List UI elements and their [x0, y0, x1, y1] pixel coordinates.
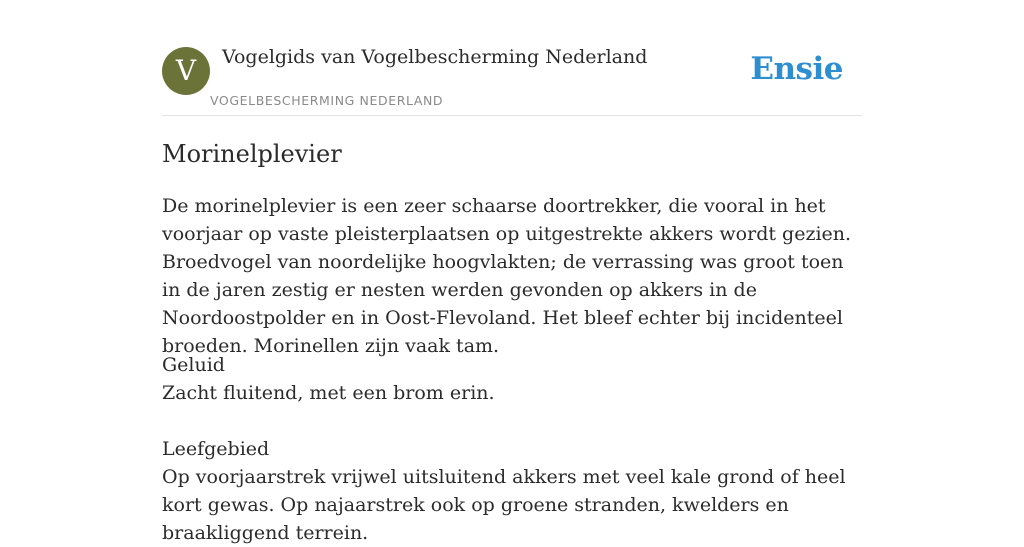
article-intro: De morinelplevier is een zeer schaarse doortrekker, die vooral in het voorjaar op vaste pleisterplaatsen op uitgestrekte akkers wordt gezien. Broedvogel van noordelijke hoogvlakten; de verrassing was groot toen in de jaren zestig er nesten werden gevonden op akkers in de Noordoostpolder en in Oost-Flevoland. Het bleef echter bij incidenteel broeden. Morinellen zijn vaak tam.	[162, 195, 852, 357]
publisher-label: VOGELBESCHERMING NEDERLAND	[210, 93, 444, 108]
section-heading: Geluid	[162, 354, 225, 376]
source-title-link[interactable]: Vogelgids van Vogelbescherming Nederland	[222, 46, 648, 68]
source-avatar[interactable]: V	[162, 47, 210, 95]
section-text: Op voorjaarstrek vrijwel uitsluitend akkers met veel kale grond of heel kort gewas. Op najaarstrek ook op groene stranden, kwelders en braakliggend terrein.	[162, 466, 846, 544]
source-header	[162, 0, 862, 116]
section-geluid	[162, 351, 862, 407]
section-leefgebied	[162, 435, 862, 547]
section-heading: Leefgebied	[162, 438, 270, 460]
article-title: Morinelplevier	[162, 140, 342, 168]
page-container	[162, 0, 862, 544]
section-text: Zacht fluitend, met een brom erin.	[162, 382, 495, 404]
ensie-logo-link[interactable]: Ensie	[750, 51, 843, 87]
